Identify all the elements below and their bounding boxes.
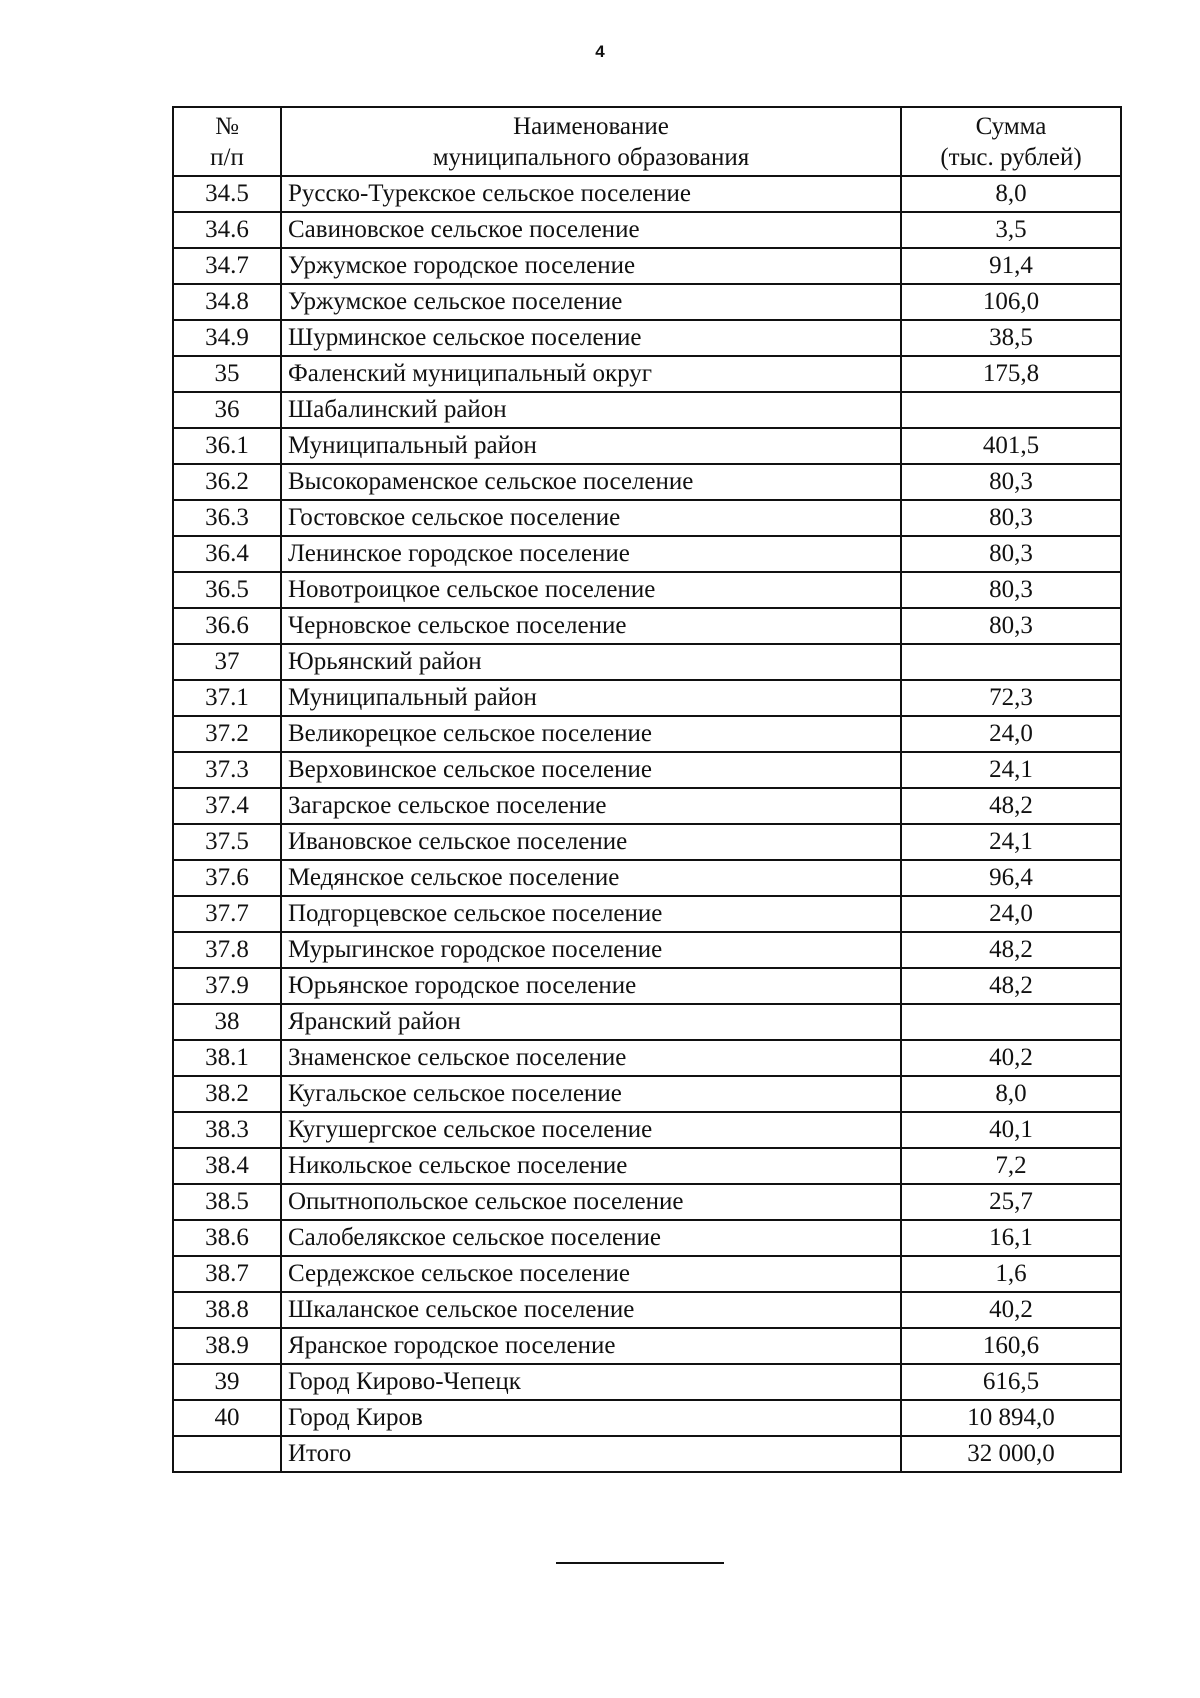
table-row [173,1328,1121,1364]
amount: 80,3 [901,608,1121,644]
municipality-name: Шурминское сельское поселение [281,320,901,356]
table-row [173,896,1121,932]
amount: 40,2 [901,1292,1121,1328]
municipality-name: Уржумское городское поселение [281,248,901,284]
municipality-name: Яранское городское поселение [281,1328,901,1364]
amount: 32 000,0 [901,1436,1121,1472]
table-row [173,824,1121,860]
table-row [173,1292,1121,1328]
municipality-name: Медянское сельское поселение [281,860,901,896]
table-row [173,608,1121,644]
table-row [173,1040,1121,1076]
amount: 175,8 [901,356,1121,392]
row-number: 37.1 [173,680,281,716]
table-row [173,176,1121,212]
table-row [173,500,1121,536]
allocation-table [172,106,1122,1473]
amount: 106,0 [901,284,1121,320]
amount: 1,6 [901,1256,1121,1292]
municipality-name: Опытнопольское сельское поселение [281,1184,901,1220]
row-number: 38.7 [173,1256,281,1292]
end-rule [556,1562,724,1564]
row-number: 34.9 [173,320,281,356]
header-sum-line-1: Сумма [975,113,1047,140]
amount: 16,1 [901,1220,1121,1256]
amount [901,1004,1121,1040]
table-row [173,860,1121,896]
row-number: 34.6 [173,212,281,248]
row-number: 36 [173,392,281,428]
amount: 80,3 [901,572,1121,608]
table-row [173,1400,1121,1436]
table-row [173,356,1121,392]
amount: 8,0 [901,1076,1121,1112]
row-number: 37.5 [173,824,281,860]
header-number-line-1: № [215,113,239,140]
row-number: 37.9 [173,968,281,1004]
row-number: 35 [173,356,281,392]
row-number: 37 [173,644,281,680]
table-row [173,1076,1121,1112]
municipality-name: Мурыгинское городское поселение [281,932,901,968]
table-row [173,1184,1121,1220]
municipality-name: Уржумское сельское поселение [281,284,901,320]
amount: 3,5 [901,212,1121,248]
municipality-name: Юрьянское городское поселение [281,968,901,1004]
municipality-name: Черновское сельское поселение [281,608,901,644]
table-row [173,1364,1121,1400]
amount: 160,6 [901,1328,1121,1364]
amount: 24,0 [901,716,1121,752]
row-number: 36.5 [173,572,281,608]
municipality-name: Шабалинский район [281,392,901,428]
table-row [173,1148,1121,1184]
municipality-name: Савиновское сельское поселение [281,212,901,248]
row-number: 39 [173,1364,281,1400]
row-number: 37.2 [173,716,281,752]
table-row [173,572,1121,608]
amount: 48,2 [901,788,1121,824]
amount: 25,7 [901,1184,1121,1220]
municipality-name: Верховинское сельское поселение [281,752,901,788]
table-row [173,284,1121,320]
amount: 40,2 [901,1040,1121,1076]
municipality-name: Загарское сельское поселение [281,788,901,824]
municipality-name: Город Кирово-Чепецк [281,1364,901,1400]
row-number: 38.8 [173,1292,281,1328]
table-row [173,1220,1121,1256]
table-row [173,1112,1121,1148]
row-number: 38.9 [173,1328,281,1364]
municipality-name: Великорецкое сельское поселение [281,716,901,752]
amount: 80,3 [901,500,1121,536]
table-row [173,788,1121,824]
municipality-name: Ленинское городское поселение [281,536,901,572]
table-row [173,464,1121,500]
row-number: 37.3 [173,752,281,788]
amount: 10 894,0 [901,1400,1121,1436]
row-number: 38.2 [173,1076,281,1112]
amount: 401,5 [901,428,1121,464]
table-row [173,428,1121,464]
row-number: 36.1 [173,428,281,464]
row-number: 38.6 [173,1220,281,1256]
row-number [173,1436,281,1472]
row-number: 34.7 [173,248,281,284]
municipality-name: Муниципальный район [281,428,901,464]
amount: 40,1 [901,1112,1121,1148]
municipality-name: Салобелякское сельское поселение [281,1220,901,1256]
table-row [173,212,1121,248]
municipality-name: Яранский район [281,1004,901,1040]
amount: 24,0 [901,896,1121,932]
row-number: 37.4 [173,788,281,824]
amount: 96,4 [901,860,1121,896]
header-name [281,107,901,176]
row-number: 36.6 [173,608,281,644]
municipality-name: Сердежское сельское поселение [281,1256,901,1292]
table-body [173,176,1121,1472]
table-row [173,320,1121,356]
table-row [173,392,1121,428]
row-number: 38.1 [173,1040,281,1076]
amount: 7,2 [901,1148,1121,1184]
municipality-name: Новотроицкое сельское поселение [281,572,901,608]
table-row [173,680,1121,716]
municipality-name: Юрьянский район [281,644,901,680]
amount [901,644,1121,680]
municipality-name: Высокораменское сельское поселение [281,464,901,500]
amount [901,392,1121,428]
header-name-line-2: муниципального образования [432,144,750,171]
municipality-name: Муниципальный район [281,680,901,716]
table-row [173,716,1121,752]
amount: 91,4 [901,248,1121,284]
municipality-name: Подгорцевское сельское поселение [281,896,901,932]
table-row [173,1436,1121,1472]
row-number: 37.6 [173,860,281,896]
table-row [173,968,1121,1004]
header-sum-line-2: (тыс. рублей) [940,144,1082,171]
row-number: 36.4 [173,536,281,572]
amount: 24,1 [901,752,1121,788]
table-row [173,248,1121,284]
page-number: 4 [595,42,605,61]
amount: 616,5 [901,1364,1121,1400]
amount: 8,0 [901,176,1121,212]
municipality-name: Кугушергское сельское поселение [281,1112,901,1148]
row-number: 36.3 [173,500,281,536]
municipality-name: Кугальское сельское поселение [281,1076,901,1112]
table-row [173,644,1121,680]
row-number: 38 [173,1004,281,1040]
row-number: 34.8 [173,284,281,320]
row-number: 38.5 [173,1184,281,1220]
amount: 72,3 [901,680,1121,716]
municipality-name: Знаменское сельское поселение [281,1040,901,1076]
table-row [173,1004,1121,1040]
amount: 48,2 [901,932,1121,968]
header-sum [901,107,1121,176]
municipality-name: Итого [281,1436,901,1472]
row-number: 40 [173,1400,281,1436]
amount: 80,3 [901,536,1121,572]
municipality-name: Фаленский муниципальный округ [281,356,901,392]
row-number: 37.8 [173,932,281,968]
municipality-name: Никольское сельское поселение [281,1148,901,1184]
municipality-name: Русско-Турекское сельское поселение [281,176,901,212]
table-header-row [173,107,1121,176]
amount: 48,2 [901,968,1121,1004]
row-number: 38.3 [173,1112,281,1148]
row-number: 37.7 [173,896,281,932]
table-row [173,1256,1121,1292]
amount: 24,1 [901,824,1121,860]
municipality-name: Ивановское сельское поселение [281,824,901,860]
table-row [173,752,1121,788]
row-number: 34.5 [173,176,281,212]
municipality-name: Город Киров [281,1400,901,1436]
row-number: 38.4 [173,1148,281,1184]
municipality-name: Шкаланское сельское поселение [281,1292,901,1328]
header-name-line-1: Наименование [513,113,669,140]
amount: 38,5 [901,320,1121,356]
amount: 80,3 [901,464,1121,500]
municipality-name: Гостовское сельское поселение [281,500,901,536]
table-row [173,932,1121,968]
header-number [173,107,281,176]
header-number-line-2: п/п [210,144,244,171]
table-row [173,536,1121,572]
row-number: 36.2 [173,464,281,500]
